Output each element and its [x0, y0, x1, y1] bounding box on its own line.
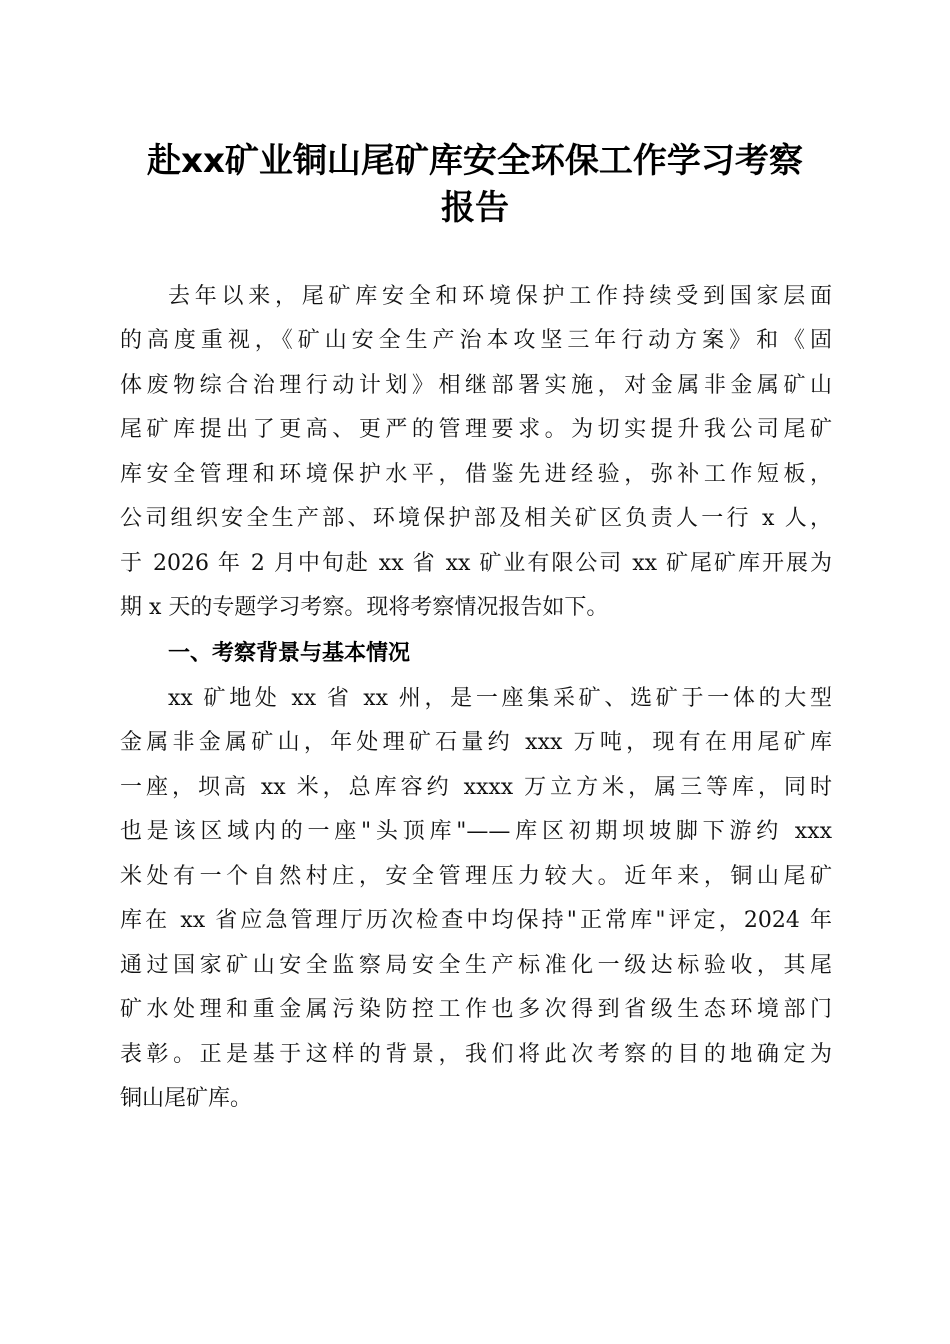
section-paragraph-line: 矿水处理和重金属污染防控工作也多次得到省级生态环境部门 [120, 997, 832, 1022]
section-paragraph-line: 米处有一个自然村庄，安全管理压力较大。近年来，铜山尾矿 [120, 864, 832, 889]
section-heading: 一、考察背景与基本情况 [168, 641, 411, 666]
intro-paragraph-line: 公司组织安全生产部、环境保护部及相关矿区负责人一行 x 人， [120, 506, 832, 531]
section-paragraph-line: 铜山尾矿库。 [120, 1086, 253, 1111]
document-title-line-2: 报告 [441, 188, 509, 228]
section-paragraph-line: 库在 xx 省应急管理厅历次检查中均保持"正常库"评定，2024 年 [120, 908, 832, 933]
intro-paragraph-line: 尾矿库提出了更高、更严的管理要求。为切实提升我公司尾矿 [120, 417, 832, 442]
section-paragraph-line: xx 矿地处 xx 省 xx 州，是一座集采矿、选矿于一体的大型 [168, 686, 832, 711]
section-paragraph-line: 金属非金属矿山，年处理矿石量约 xxx 万吨，现有在用尾矿库 [120, 730, 832, 755]
intro-paragraph-line: 体废物综合治理行动计划》相继部署实施，对金属非金属矿山 [120, 373, 832, 398]
intro-paragraph-line: 于 2026 年 2 月中旬赴 xx 省 xx 矿业有限公司 xx 矿尾矿库开展为 [120, 551, 832, 576]
intro-paragraph-line: 期 x 天的专题学习考察。现将考察情况报告如下。 [120, 595, 609, 620]
section-paragraph-line: 也是该区域内的一座"头顶库"——库区初期坝坡脚下游约 xxx [120, 819, 832, 844]
section-paragraph-line: 一座，坝高 xx 米，总库容约 xxxx 万立方米，属三等库，同时 [120, 775, 832, 800]
section-paragraph-line: 通过国家矿山安全监察局安全生产标准化一级达标验收，其尾 [120, 953, 832, 978]
intro-paragraph-line: 的高度重视，《矿山安全生产治本攻坚三年行动方案》和《固 [120, 328, 832, 353]
intro-paragraph-line: 去年以来，尾矿库安全和环境保护工作持续受到国家层面 [168, 284, 832, 309]
section-paragraph-line: 表彰。正是基于这样的背景，我们将此次考察的目的地确定为 [120, 1042, 832, 1067]
document-title-line-1: 赴xx矿业铜山尾矿库安全环保工作学习考察 [147, 141, 803, 181]
intro-paragraph-line: 库安全管理和环境保护水平，借鉴先进经验，弥补工作短板， [120, 462, 832, 487]
